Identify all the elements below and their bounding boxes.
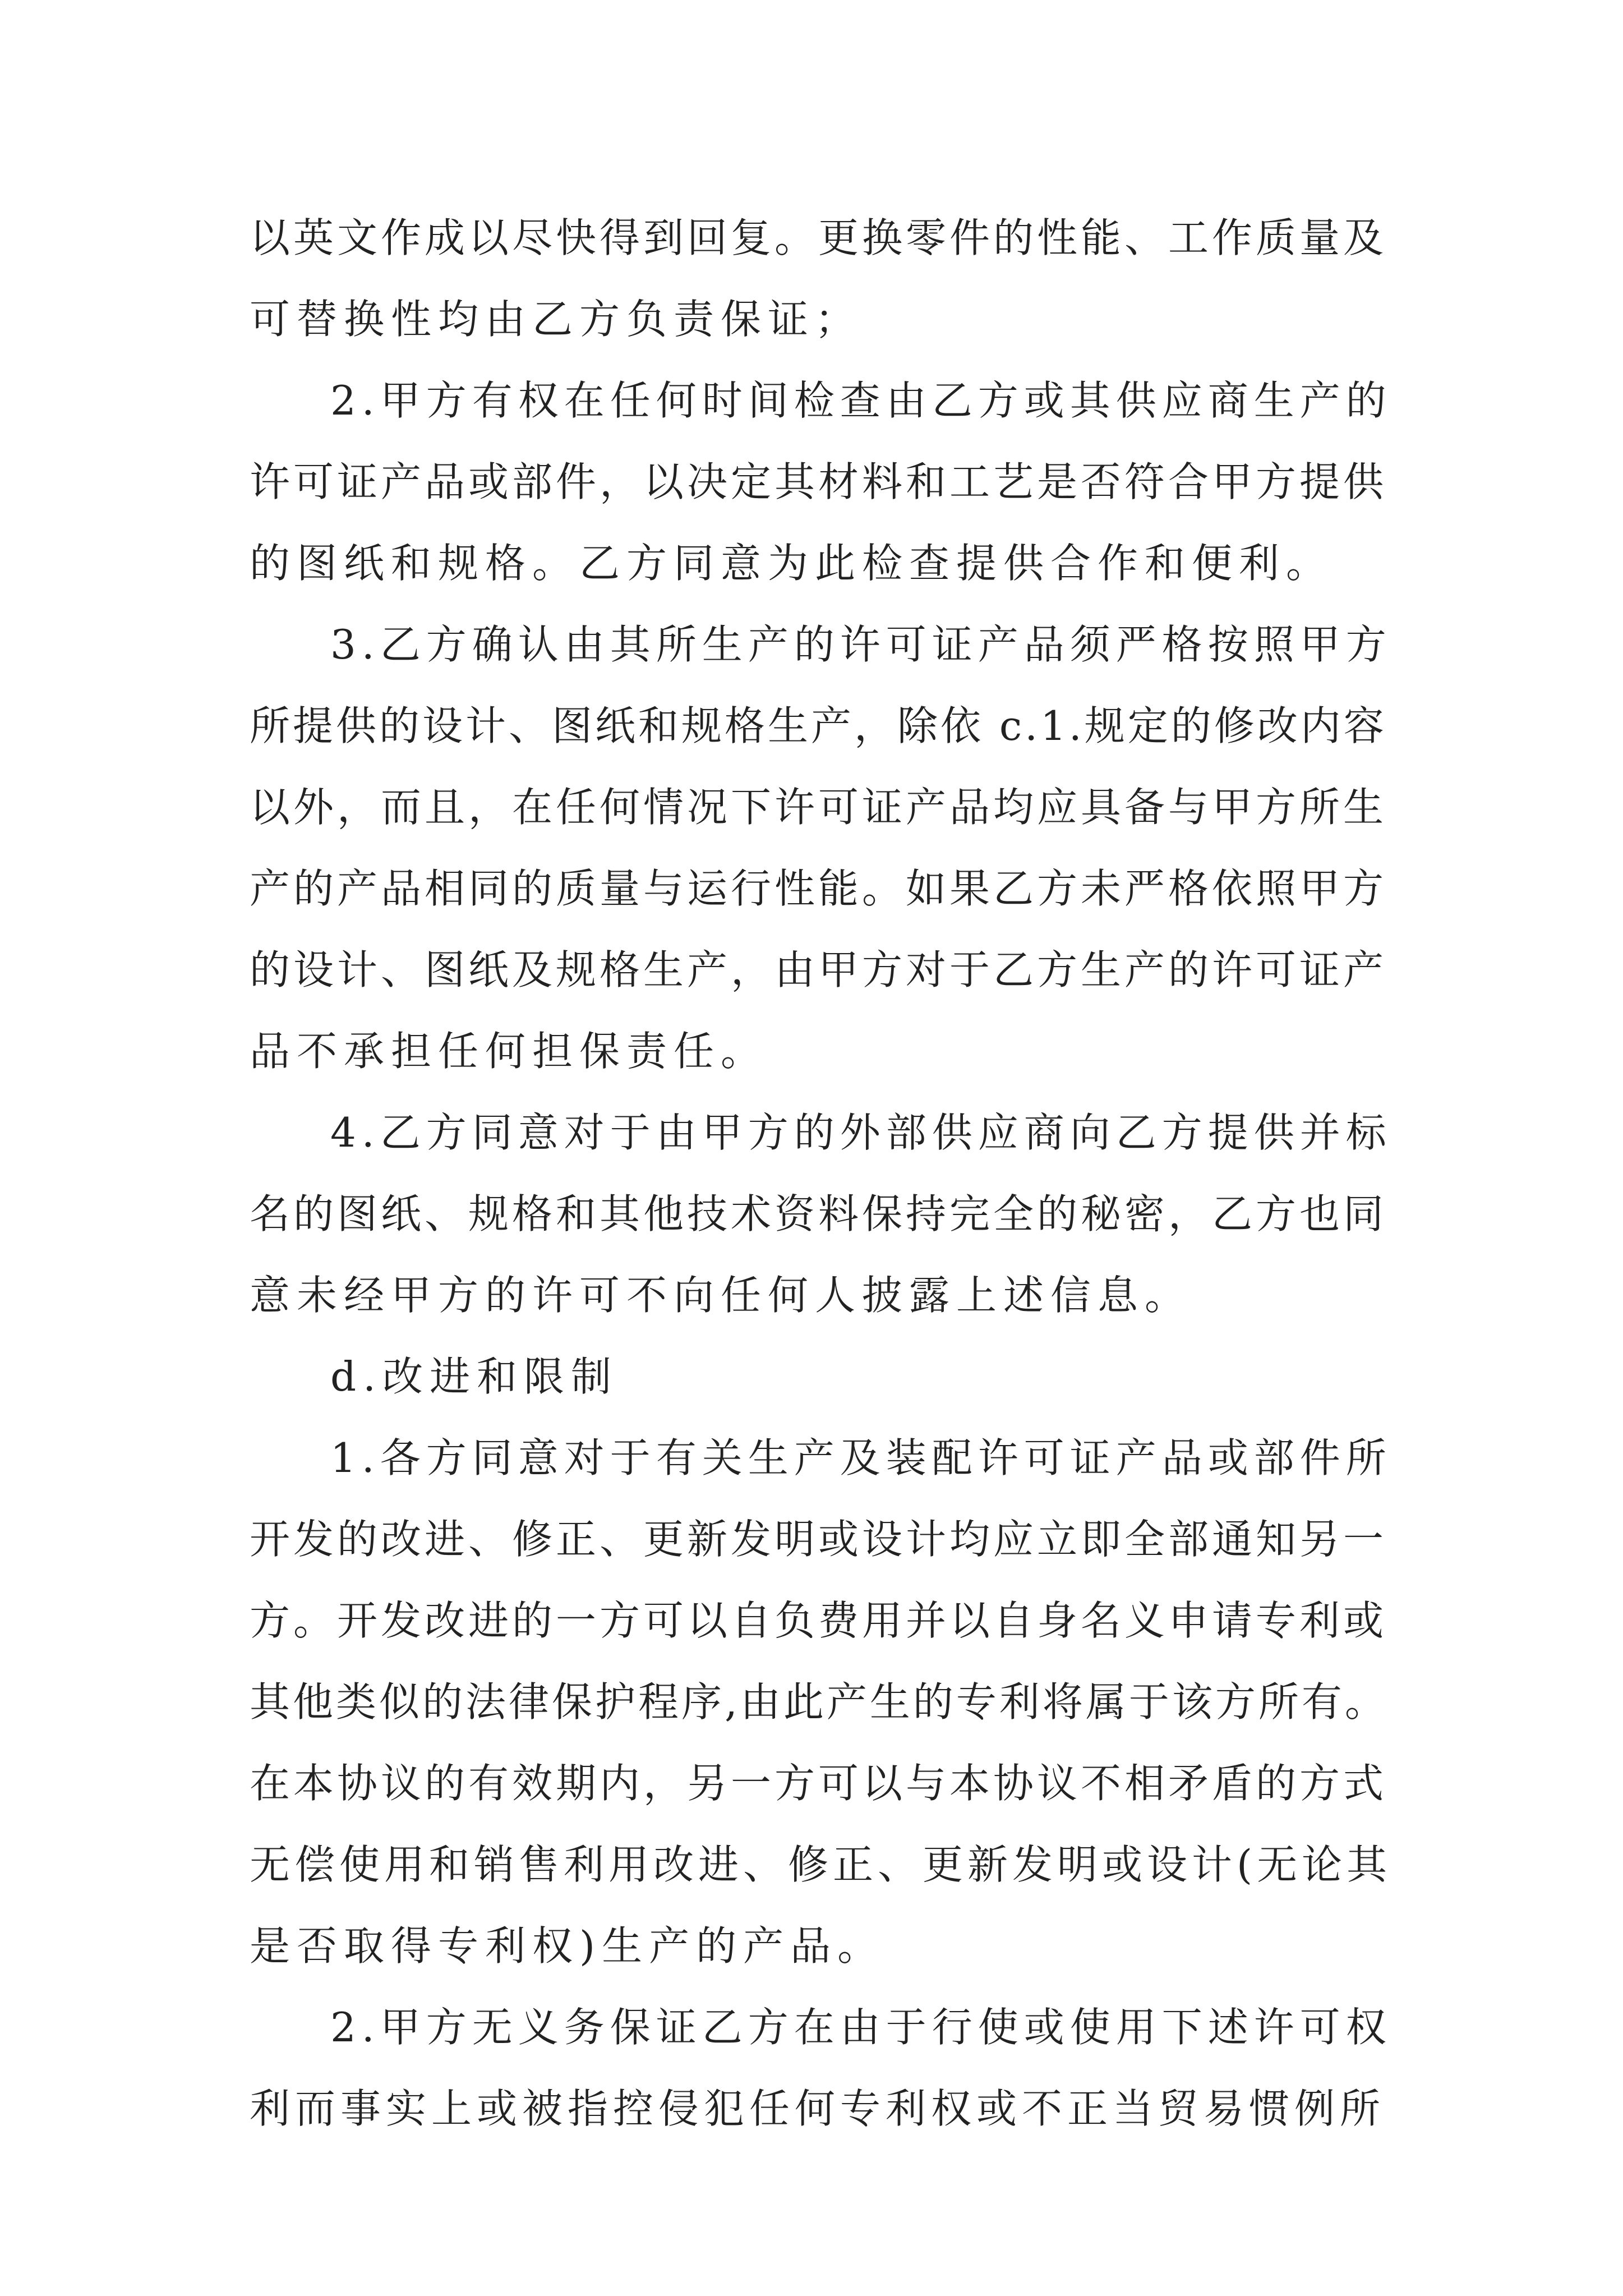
text-line: 4.乙方同意对于由甲方的外部供应商向乙方提供并标 <box>330 1109 1392 1156</box>
text-line: 2.甲方有权在任何时间检查由乙方或其供应商生产的 <box>330 377 1392 424</box>
text-line: 开发的改进、修正、更新发明或设计均应立即全部通知另一 <box>250 1516 1387 1563</box>
text-line: 以英文作成以尽快得到回复。更换零件的性能、工作质量及 <box>250 214 1387 261</box>
text-line: 以外，而且，在任何情况下许可证产品均应具备与甲方所生 <box>250 784 1387 831</box>
text-line: 的图纸和规格。乙方同意为此检查提供合作和便利。 <box>250 540 1334 587</box>
text-line: 利而事实上或被指控侵犯任何专利权或不正当贸易惯例所 <box>250 2085 1386 2132</box>
text-line: 1.各方同意对于有关生产及装配许可证产品或部件所 <box>330 1434 1392 1481</box>
text-line: 在本协议的有效期内，另一方可以与本协议不相矛盾的方式 <box>250 1760 1387 1807</box>
document-body <box>250 197 1394 2150</box>
text-line: 所提供的设计、图纸和规格生产，除依 c.1.规定的修改内容 <box>250 702 1387 749</box>
text-line: 其他类似的法律保护程序,由此产生的专利将属于该方所有。 <box>250 1678 1388 1726</box>
text-line: 产的产品相同的质量与运行性能。如果乙方未严格依照甲方 <box>250 865 1387 912</box>
text-line: 2.甲方无义务保证乙方在由于行使或使用下述许可权 <box>330 2004 1392 2051</box>
text-line: 意未经甲方的许可不向任何人披露上述信息。 <box>250 1272 1192 1319</box>
text-line: 可替换性均由乙方负责保证； <box>250 296 863 343</box>
text-line: 3.乙方确认由其所生产的许可证产品须严格按照甲方 <box>330 621 1392 668</box>
text-line: 许可证产品或部件，以决定其材料和工艺是否符合甲方提供 <box>250 458 1387 505</box>
text-line: 是否取得专利权)生产的产品。 <box>250 1922 885 1970</box>
text-line: 方。开发改进的一方可以自负费用并以自身名义申请专利或 <box>250 1597 1387 1644</box>
text-line: d.改进和限制 <box>330 1353 618 1400</box>
text-line: 名的图纸、规格和其他技术资料保持完全的秘密，乙方也同 <box>250 1190 1387 1237</box>
text-line: 品不承担任何担保责任。 <box>250 1028 768 1075</box>
text-line: 无偿使用和销售利用改进、修正、更新发明或设计(无论其 <box>250 1841 1392 1888</box>
text-line: 的设计、图纸及规格生产，由甲方对于乙方生产的许可证产 <box>250 946 1387 993</box>
